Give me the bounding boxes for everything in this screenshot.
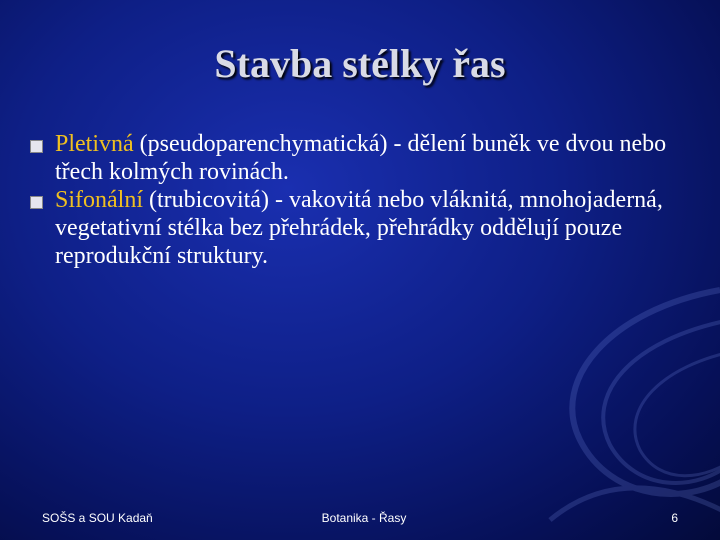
bullet-item bbox=[28, 130, 688, 186]
slide-title: Stavba stélky řas bbox=[214, 41, 506, 86]
bullet-text: (trubicovitá) - vakovitá nebo vláknitá, mnohojaderná, vegetativní stélka bez přehrádek, přehrádky oddělují pouze reprodukční struktury. bbox=[55, 187, 663, 269]
bullet-text: (pseudoparenchymatická) - dělení buněk ve dvou nebo třech kolmých rovinách. bbox=[55, 131, 667, 185]
bullet-list bbox=[28, 130, 688, 270]
bullet-square-icon bbox=[30, 140, 43, 153]
footer-school: SOŠS a SOU Kadaň bbox=[42, 511, 153, 525]
bullet-square-icon bbox=[30, 196, 43, 209]
footer-subject: Botanika - Řasy bbox=[321, 511, 407, 525]
bullet-term: Pletivná bbox=[55, 131, 134, 157]
bullet-term: Sifonální bbox=[55, 187, 143, 213]
decorative-swirl bbox=[490, 270, 720, 540]
page-number: 6 bbox=[671, 511, 678, 525]
bullet-item bbox=[28, 186, 688, 270]
